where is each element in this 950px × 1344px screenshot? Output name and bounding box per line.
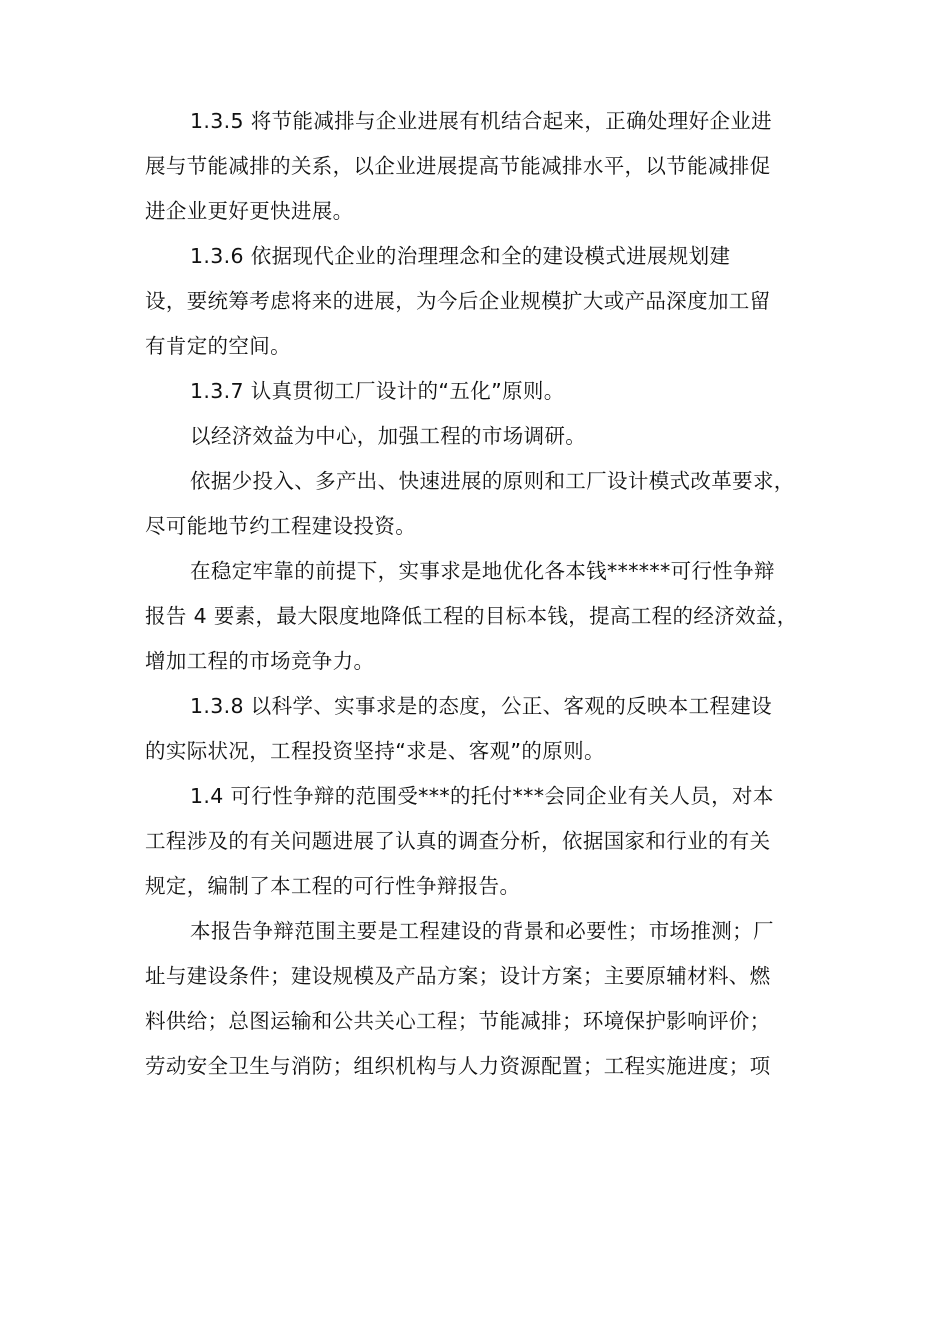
text-line-19: 本报告争辩范围主要是工程建设的背景和必要性；市场推测；厂 <box>190 919 774 943</box>
text-line-18: 规定，编制了本工程的可行性争辩报告。 <box>145 874 521 898</box>
text-line-20: 址与建设条件；建设规模及产品方案；设计方案；主要原辅材料、燃 <box>145 964 771 988</box>
text-line-16: 1.4 可行性争辩的范围受***的托付***会同企业有关人员，对本 <box>190 784 774 808</box>
text-line-6: 有肯定的空间。 <box>145 334 291 358</box>
text-line-8: 以经济效益为中心，加强工程的市场调研。 <box>190 424 587 448</box>
text-line-11: 在稳定牢靠的前提下，实事求是地优化各本钱******可行性争辩 <box>190 559 775 583</box>
text-line-12: 报告 4 要素，最大限度地降低工程的目标本钱，提高工程的经济效益， <box>145 604 798 628</box>
text-line-22: 劳动安全卫生与消防；组织机构与人力资源配置；工程实施进度；项 <box>145 1054 771 1078</box>
text-line-7: 1.3.7 认真贯彻工厂设计的“五化”原则。 <box>190 379 565 403</box>
text-line-13: 增加工程的市场竞争力。 <box>145 649 375 673</box>
text-line-3: 进企业更好更快进展。 <box>145 199 354 223</box>
text-line-9: 依据少投入、多产出、快速进展的原则和工厂设计模式改革要求， <box>190 469 795 493</box>
text-line-15: 的实际状况，工程投资坚持“求是、客观”的原则。 <box>145 739 605 763</box>
text-line-17: 工程涉及的有关问题进展了认真的调查分析，依据国家和行业的有关 <box>145 829 771 853</box>
text-line-1: 1.3.5 将节能减排与企业进展有机结合起来，正确处理好企业进 <box>190 109 773 133</box>
text-line-4: 1.3.6 依据现代企业的治理理念和全的建设模式进展规划建 <box>190 244 731 268</box>
text-line-14: 1.3.8 以科学、实事求是的态度，公正、客观的反映本工程建设 <box>190 694 773 718</box>
text-line-5: 设，要统筹考虑将来的进展，为今后企业规模扩大或产品深度加工留 <box>145 289 771 313</box>
text-line-10: 尽可能地节约工程建设投资。 <box>145 514 417 538</box>
text-line-2: 展与节能减排的关系，以企业进展提高节能减排水平，以节能减排促 <box>145 154 771 178</box>
text-line-21: 料供给；总图运输和公共关心工程；节能减排；环境保护影响评价； <box>145 1009 771 1033</box>
